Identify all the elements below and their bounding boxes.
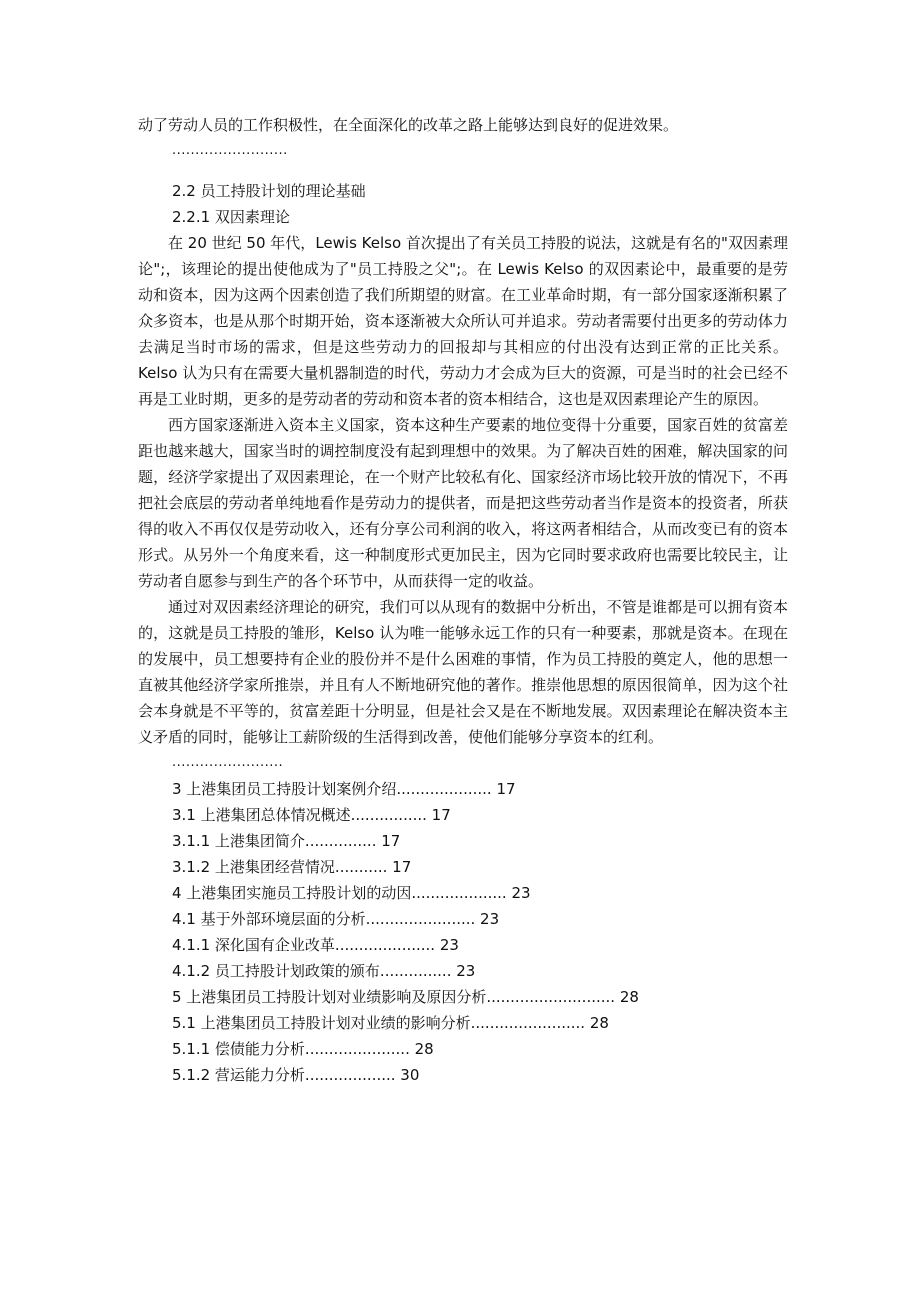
spacer [138, 164, 788, 178]
table-of-contents [138, 776, 788, 1088]
toc-entry: 3.1.2 上港集团经营情况........... 17 [172, 858, 412, 876]
ellipsis-separator: ......................... [172, 143, 288, 158]
paragraph-2: 西方国家逐渐进入资本主义国家，资本这种生产要素的地位变得十分重要，国家百姓的贫富差距也越来越大，国家当时的调控制度没有起到理想中的效果。为了解决百姓的困难，解决国家的问题，经济学家提出了双因素理论，在一个财产比较私有化、国家经济市场比较开放的情况下，不再把社会底层的劳动者单纯地看作是劳动力的提供者，而是把这些劳动者当作是资本的投资者，所获得的收入不再仅仅是劳动收入，还有分享公司利润的收入，将这两者相结合，从而改变已有的资本形式。从另外一个角度来看，这一种制度形式更加民主，因为它同时要求政府也需要比较民主，让劳动者自愿参与到生产的各个环节中，从而获得一定的收益。 [138, 416, 788, 590]
toc-entry: 5.1 上港集团员工持股计划对业绩的影响分析........................ 28 [172, 1014, 609, 1032]
toc-entry: 4 上港集团实施员工持股计划的动因.................... 23 [172, 884, 531, 902]
intro-line: 动了劳动人员的工作积极性，在全面深化的改革之路上能够达到良好的促进效果。 [138, 116, 679, 134]
paragraph-3: 通过对双因素经济理论的研究，我们可以从现有的数据中分析出，不管是谁都是可以拥有资本的，这就是员工持股的雏形，Kelso 认为唯一能够永远工作的只有一种要素，那就是资本。在现在的发展中，员工想要持有企业的股份并不是什么困难的事情，作为员工持股的奠定人，他的思想一直被其他经济学家所推崇，并且有人不断地研究他的著作。推崇他思想的原因很简单，因为这个社会本身就是不平等的，贫富差距十分明显，但是社会又是在不断地发展。双因素理论在解决资本主义矛盾的同时，能够让工薪阶级的生活得到改善，使他们能够分享资本的红利。 [138, 598, 788, 746]
toc-entry: 5.1.1 偿债能力分析...................... 28 [172, 1040, 434, 1058]
toc-entry: 5 上港集团员工持股计划对业绩影响及原因分析........................... 28 [172, 988, 639, 1006]
subsection-heading: 2.2.1 双因素理论 [172, 208, 290, 226]
toc-entry: 3.1 上港集团总体情况概述................ 17 [172, 806, 451, 824]
document-page [138, 112, 788, 1088]
toc-entry: 4.1.2 员工持股计划政策的颁布............... 23 [172, 962, 476, 980]
ellipsis-separator: ........................ [172, 755, 284, 770]
toc-entry: 4.1 基于外部环境层面的分析....................... 23 [172, 910, 500, 928]
paragraph-1: 在 20 世纪 50 年代，Lewis Kelso 首次提出了有关员工持股的说法，这就是有名的"双因素理论";，该理论的提出使他成为了"员工持股之父";。在 Lewis Kelso 的双因素论中，最重要的是劳动和资本，因为这两个因素创造了我们所期望的财富。在工业革命时期，有一部分国家逐渐积累了众多资本，也是从那个时期开始，资本逐渐被大众所认可并追求。劳动者需要付出更多的劳动体力去满足当时市场的需求，但是这些劳动力的回报却与其相应的付出没有达到正常的正比关系。Kelso 认为只有在需要大量机器制造的时代，劳动力才会成为巨大的资源，可是当时的社会已经不再是工业时期，更多的是劳动者的劳动和资本者的资本相结合，这也是双因素理论产生的原因。 [138, 234, 788, 408]
section-heading: 2.2 员工持股计划的理论基础 [172, 182, 366, 200]
toc-entry: 3 上港集团员工持股计划案例介绍.................... 17 [172, 780, 516, 798]
toc-entry: 3.1.1 上港集团简介............... 17 [172, 832, 401, 850]
toc-entry: 5.1.2 营运能力分析................... 30 [172, 1066, 420, 1084]
toc-entry: 4.1.1 深化国有企业改革..................... 23 [172, 936, 459, 954]
